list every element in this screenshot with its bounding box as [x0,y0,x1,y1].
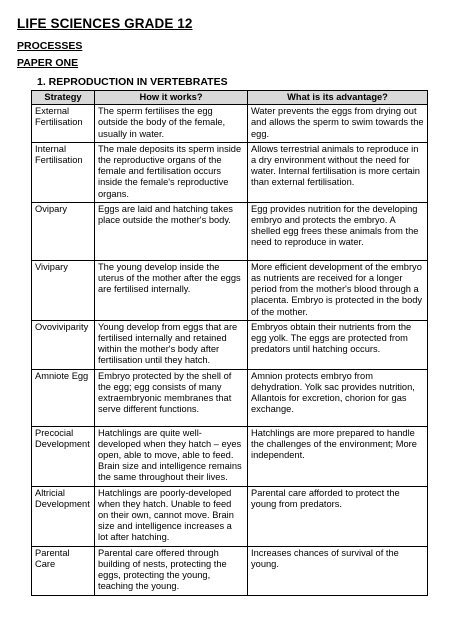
how-cell: Embryo protected by the shell of the egg; egg consists of many extraembryonic membranes that serve different functions. [95,369,248,426]
table-row [32,486,428,546]
header-how-it-works: How it works? [95,91,248,105]
how-cell: Hatchlings are quite well-developed when they hatch – eyes open, able to move, able to feed. Brain size and intelligence remains the same throughout their lives. [95,426,248,486]
advantage-cell: Water prevents the eggs from drying out and allows the sperm to swim towards the egg. [248,105,428,143]
reproduction-table [31,90,428,596]
strategy-cell: Parental Care [32,546,95,595]
advantage-cell: Increases chances of survival of the young. [248,546,428,595]
strategy-cell: Internal Fertilisation [32,142,95,202]
strategy-cell: Altricial Development [32,486,95,546]
advantage-cell: Hatchlings are more prepared to handle the challenges of the environment; More independent. [248,426,428,486]
how-cell: The male deposits its sperm inside the reproductive organs of the female and fertilisation occurs inside the female's reproductive organs. [95,142,248,202]
section-heading: PROCESSES [17,40,83,52]
strategy-cell: Precocial Development [32,426,95,486]
header-advantage: What is its advantage? [248,91,428,105]
table-row [32,546,428,595]
how-cell: The sperm fertilises the egg outside the body of the female, usually in water. [95,105,248,143]
strategy-cell: Vivipary [32,260,95,320]
how-cell: Hatchlings are poorly-developed when they hatch. Unable to feed on their own, cannot move. Brain size and intelligence increases a lot after hatching. [95,486,248,546]
how-cell: Parental care offered through building of nests, protecting the eggs, protecting the young, teaching the young. [95,546,248,595]
strategy-cell: Ovipary [32,202,95,260]
table-row [32,142,428,202]
advantage-cell: Parental care afforded to protect the young from predators. [248,486,428,546]
header-strategy: Strategy [32,91,95,105]
table-row [32,369,428,426]
table-header-row [32,91,428,105]
paper-heading: PAPER ONE [17,57,79,69]
how-cell: Young develop from eggs that are fertilised internally and retained within the mother's body after fertilisation until they hatch. [95,320,248,369]
table-row [32,202,428,260]
strategy-cell: External Fertilisation [32,105,95,143]
strategy-cell: Amniote Egg [32,369,95,426]
advantage-cell: Amnion protects embryo from dehydration. Yolk sac provides nutrition, Allantois for excretion, chorion for gas exchange. [248,369,428,426]
advantage-cell: More efficient development of the embryo as nutrients are received for a longer period from the mother's blood through a placenta. Embryo is protected in the body of the mother. [248,260,428,320]
document-title: LIFE SCIENCES GRADE 12 [17,16,193,31]
table-row [32,260,428,320]
table-row [32,320,428,369]
how-cell: The young develop inside the uterus of the mother after the eggs are fertilised internally. [95,260,248,320]
topic-heading: 1. REPRODUCTION IN VERTEBRATES [37,76,228,88]
how-cell: Eggs are laid and hatching takes place outside the mother's body. [95,202,248,260]
table-row [32,105,428,143]
advantage-cell: Embryos obtain their nutrients from the egg yolk. The eggs are protected from predators until hatching occurs. [248,320,428,369]
strategy-cell: Ovoviviparity [32,320,95,369]
advantage-cell: Allows terrestrial animals to reproduce in a dry environment without the need for water. Internal fertilisation is more certain than external fertilisation. [248,142,428,202]
advantage-cell: Egg provides nutrition for the developing embryo and protects the embryo. A shelled egg frees these animals from the need to reproduce in water. [248,202,428,260]
table-row [32,426,428,486]
